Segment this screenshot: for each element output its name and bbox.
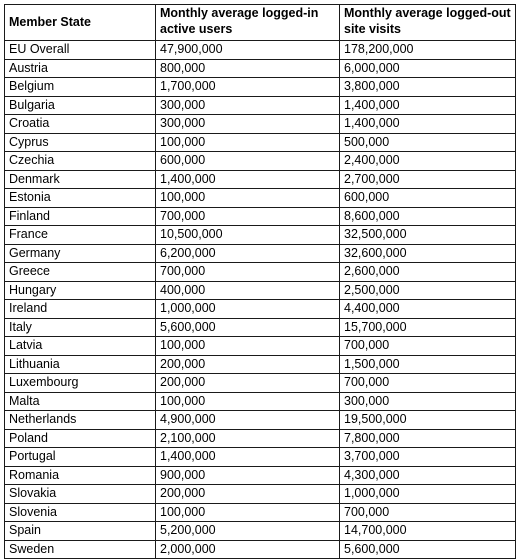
logged-in-users-cell: 5,200,000: [156, 522, 340, 541]
logged-out-visits-cell: 700,000: [340, 337, 516, 356]
logged-in-users-cell: 1,400,000: [156, 170, 340, 189]
header-row: [5, 5, 516, 41]
table-row: [5, 318, 516, 337]
member-state-cell: Romania: [5, 466, 156, 485]
member-state-cell: Finland: [5, 207, 156, 226]
member-state-cell: Latvia: [5, 337, 156, 356]
member-state-cell: Italy: [5, 318, 156, 337]
table-row: [5, 411, 516, 430]
logged-in-users-cell: 700,000: [156, 207, 340, 226]
table-body: [5, 41, 516, 559]
member-state-cell: Denmark: [5, 170, 156, 189]
logged-out-visits-cell: 3,800,000: [340, 78, 516, 97]
logged-in-users-cell: 200,000: [156, 374, 340, 393]
member-state-cell: Malta: [5, 392, 156, 411]
table-row: [5, 96, 516, 115]
member-state-cell: Slovakia: [5, 485, 156, 504]
member-state-cell: Slovenia: [5, 503, 156, 522]
logged-in-users-cell: 100,000: [156, 133, 340, 152]
table-row: [5, 59, 516, 78]
logged-out-visits-cell: 500,000: [340, 133, 516, 152]
member-state-cell: Poland: [5, 429, 156, 448]
table-header: [5, 5, 516, 41]
logged-in-users-cell: 400,000: [156, 281, 340, 300]
logged-out-visits-cell: 7,800,000: [340, 429, 516, 448]
logged-in-users-cell: 100,000: [156, 189, 340, 208]
member-state-cell: Estonia: [5, 189, 156, 208]
header-logged-out-visits: Monthly average logged-out site visits: [340, 5, 516, 41]
table-row: [5, 485, 516, 504]
table-row: [5, 392, 516, 411]
table-row: [5, 244, 516, 263]
logged-in-users-cell: 10,500,000: [156, 226, 340, 245]
logged-in-users-cell: 100,000: [156, 337, 340, 356]
table-row: [5, 78, 516, 97]
table-row: [5, 226, 516, 245]
table-row: [5, 115, 516, 134]
member-state-cell: Ireland: [5, 300, 156, 319]
header-member-state: Member State: [5, 5, 156, 41]
logged-in-users-cell: 1,400,000: [156, 448, 340, 467]
logged-in-users-cell: 100,000: [156, 503, 340, 522]
logged-in-users-cell: 47,900,000: [156, 41, 340, 60]
header-logged-in-users: Monthly average logged-in active users: [156, 5, 340, 41]
member-state-cell: Lithuania: [5, 355, 156, 374]
member-state-cell: Belgium: [5, 78, 156, 97]
logged-out-visits-cell: 32,600,000: [340, 244, 516, 263]
table-row: [5, 448, 516, 467]
logged-out-visits-cell: 15,700,000: [340, 318, 516, 337]
table-row: [5, 522, 516, 541]
table-row: [5, 263, 516, 282]
logged-in-users-cell: 300,000: [156, 96, 340, 115]
table-row: [5, 466, 516, 485]
member-state-cell: Austria: [5, 59, 156, 78]
member-state-cell: Netherlands: [5, 411, 156, 430]
member-state-cell: Portugal: [5, 448, 156, 467]
logged-in-users-cell: 200,000: [156, 355, 340, 374]
member-state-cell: Luxembourg: [5, 374, 156, 393]
member-state-cell: Germany: [5, 244, 156, 263]
member-state-usage-table: [4, 4, 516, 559]
table-row: [5, 41, 516, 60]
member-state-cell: Hungary: [5, 281, 156, 300]
logged-in-users-cell: 1,700,000: [156, 78, 340, 97]
member-state-cell: EU Overall: [5, 41, 156, 60]
logged-in-users-cell: 4,900,000: [156, 411, 340, 430]
logged-out-visits-cell: 1,500,000: [340, 355, 516, 374]
table-row: [5, 133, 516, 152]
member-state-cell: Czechia: [5, 152, 156, 171]
table-row: [5, 281, 516, 300]
logged-out-visits-cell: 178,200,000: [340, 41, 516, 60]
logged-out-visits-cell: 4,400,000: [340, 300, 516, 319]
table-row: [5, 374, 516, 393]
logged-in-users-cell: 200,000: [156, 485, 340, 504]
logged-out-visits-cell: 700,000: [340, 503, 516, 522]
logged-out-visits-cell: 6,000,000: [340, 59, 516, 78]
logged-in-users-cell: 700,000: [156, 263, 340, 282]
logged-out-visits-cell: 700,000: [340, 374, 516, 393]
logged-out-visits-cell: 2,500,000: [340, 281, 516, 300]
member-state-cell: Spain: [5, 522, 156, 541]
logged-out-visits-cell: 1,400,000: [340, 115, 516, 134]
table-row: [5, 503, 516, 522]
logged-in-users-cell: 1,000,000: [156, 300, 340, 319]
logged-out-visits-cell: 2,700,000: [340, 170, 516, 189]
logged-out-visits-cell: 14,700,000: [340, 522, 516, 541]
logged-in-users-cell: 100,000: [156, 392, 340, 411]
table-row: [5, 300, 516, 319]
table-row: [5, 355, 516, 374]
table-row: [5, 170, 516, 189]
logged-out-visits-cell: 4,300,000: [340, 466, 516, 485]
logged-in-users-cell: 6,200,000: [156, 244, 340, 263]
table-row: [5, 207, 516, 226]
logged-out-visits-cell: 2,600,000: [340, 263, 516, 282]
logged-out-visits-cell: 1,000,000: [340, 485, 516, 504]
member-state-cell: France: [5, 226, 156, 245]
member-state-cell: Croatia: [5, 115, 156, 134]
table-row: [5, 429, 516, 448]
member-state-cell: Cyprus: [5, 133, 156, 152]
logged-out-visits-cell: 8,600,000: [340, 207, 516, 226]
logged-in-users-cell: 300,000: [156, 115, 340, 134]
logged-out-visits-cell: 3,700,000: [340, 448, 516, 467]
logged-in-users-cell: 600,000: [156, 152, 340, 171]
logged-in-users-cell: 900,000: [156, 466, 340, 485]
logged-in-users-cell: 2,100,000: [156, 429, 340, 448]
logged-out-visits-cell: 32,500,000: [340, 226, 516, 245]
logged-in-users-cell: 5,600,000: [156, 318, 340, 337]
logged-out-visits-cell: 600,000: [340, 189, 516, 208]
logged-in-users-cell: 800,000: [156, 59, 340, 78]
table-row: [5, 540, 516, 559]
member-state-cell: Greece: [5, 263, 156, 282]
member-state-cell: Bulgaria: [5, 96, 156, 115]
table-row: [5, 189, 516, 208]
logged-out-visits-cell: 300,000: [340, 392, 516, 411]
logged-in-users-cell: 2,000,000: [156, 540, 340, 559]
table-row: [5, 152, 516, 171]
logged-out-visits-cell: 19,500,000: [340, 411, 516, 430]
logged-out-visits-cell: 5,600,000: [340, 540, 516, 559]
logged-out-visits-cell: 2,400,000: [340, 152, 516, 171]
logged-out-visits-cell: 1,400,000: [340, 96, 516, 115]
member-state-cell: Sweden: [5, 540, 156, 559]
table-row: [5, 337, 516, 356]
